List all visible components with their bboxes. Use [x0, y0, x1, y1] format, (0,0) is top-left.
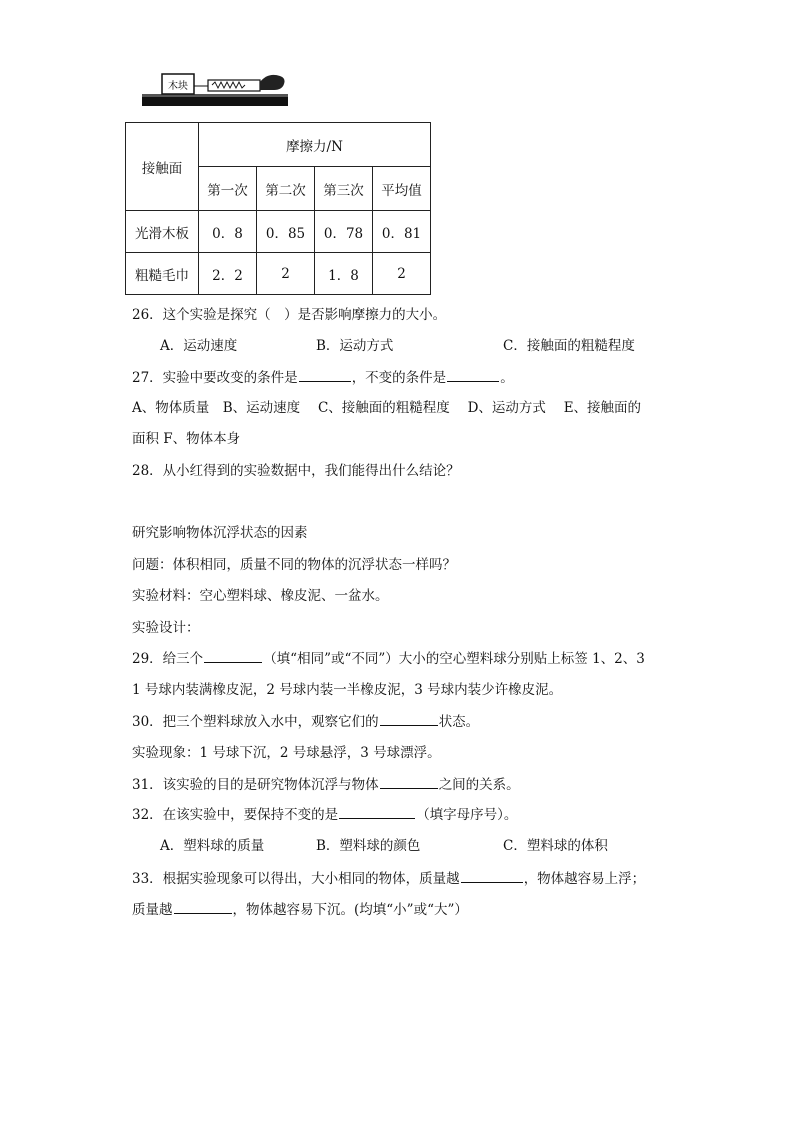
- section-materials: 实验材料：空心塑料球、橡皮泥、一盆水。: [132, 588, 389, 604]
- value-cell: 2．2: [199, 253, 257, 295]
- q29-text-a: 29．给三个: [132, 651, 204, 667]
- value-cell: 1．8: [315, 253, 373, 295]
- section-question: 问题：体积相同，质量不同的物体的沉浮状态一样吗？: [132, 557, 456, 573]
- answer-blank[interactable]: [447, 368, 499, 382]
- table-row: [126, 253, 431, 295]
- header-friction: 摩擦力/N: [199, 123, 431, 167]
- section-title: 研究影响物体沉浮状态的因素: [132, 525, 308, 541]
- question-33: [132, 869, 645, 889]
- col-header: 第一次: [199, 167, 257, 211]
- header-surface: 接触面: [126, 123, 199, 211]
- q26-option-b: B．运动方式: [316, 338, 394, 354]
- q33-text-a: 33．根据实验现象可以得出，大小相同的物体，质量越: [132, 871, 460, 887]
- q30-text-b: 状态。: [438, 714, 480, 730]
- value-cell: 0．8: [199, 211, 257, 253]
- value-cell: 0．78: [315, 211, 373, 253]
- q27-text-a: 27．实验中要改变的条件是: [132, 370, 298, 386]
- q31-text-a: 31．该实验的目的是研究物体沉浮与物体: [132, 777, 379, 793]
- value-cell: 0．85: [257, 211, 315, 253]
- q33-text-c: 质量越: [132, 902, 173, 918]
- q32-option-a: A．塑料球的质量: [160, 838, 265, 854]
- value-cell: 2: [257, 253, 315, 295]
- wood-block-label: 木块: [168, 81, 188, 92]
- question-29: [132, 649, 645, 669]
- question-26: 26．这个实验是探究（ ）是否影响摩擦力的大小。: [132, 307, 447, 323]
- board: [142, 96, 288, 106]
- answer-blank[interactable]: [339, 805, 415, 819]
- experiment-figure: [140, 68, 290, 110]
- q32-option-c: C．塑料球的体积: [503, 838, 608, 854]
- q27-text-c: 。: [500, 370, 514, 386]
- experiment-phenomenon: 实验现象：1 号球下沉，2 号球悬浮，3 号球漂浮。: [132, 745, 441, 761]
- q27-text-b: ，不变的条件是: [351, 370, 447, 386]
- q27-options-line2: 面积 F、物体本身: [132, 431, 241, 447]
- q32-option-b: B．塑料球的颜色: [316, 838, 421, 854]
- col-header: 第二次: [257, 167, 315, 211]
- q29-line2: 1 号球内装满橡皮泥，2 号球内装一半橡皮泥，3 号球内装少许橡皮泥。: [132, 682, 563, 698]
- question-31: [132, 775, 520, 795]
- q32-text-a: 32．在该实验中，要保持不变的是: [132, 807, 339, 823]
- col-header: 第三次: [315, 167, 373, 211]
- value-cell: 0．81: [373, 211, 431, 253]
- answer-blank[interactable]: [380, 712, 438, 726]
- question-32: [132, 805, 517, 825]
- answer-blank[interactable]: [204, 649, 262, 663]
- q33-text-d: ，物体越容易下沉。(均填“小”或“大”）: [232, 902, 468, 918]
- question-27: [132, 368, 514, 388]
- q26-option-a: A．运动速度: [160, 338, 238, 354]
- table-row: [126, 211, 431, 253]
- answer-blank[interactable]: [380, 775, 438, 789]
- answer-blank[interactable]: [174, 900, 232, 914]
- friction-table: [125, 122, 431, 295]
- section-design: 实验设计：: [132, 620, 200, 636]
- answer-blank[interactable]: [461, 869, 523, 883]
- value-cell: 2: [373, 253, 431, 295]
- q26-option-c: C．接触面的粗糙程度: [503, 338, 635, 354]
- q33-text-b: ，物体越容易上浮；: [523, 871, 646, 887]
- answer-blank[interactable]: [299, 368, 351, 382]
- question-28: 28．从小红得到的实验数据中，我们能得出什么结论？: [132, 463, 460, 479]
- q29-text-b: （填“相同”或“不同”）大小的空心塑料球分别贴上标签 1、2、3: [263, 651, 645, 667]
- q30-text-a: 30．把三个塑料球放入水中，观察它们的: [132, 714, 379, 730]
- surface-cell: 光滑木板: [126, 211, 199, 253]
- question-33-cont: [132, 900, 468, 920]
- q32-text-b: （填字母序号）。: [416, 807, 518, 823]
- q27-options-line1: A、物体质量 B、运动速度 C、接触面的粗糙程度 D、运动方式 E、接触面的: [132, 400, 642, 416]
- hand-icon: [260, 75, 285, 90]
- col-header: 平均值: [373, 167, 431, 211]
- surface-cell: 粗糙毛巾: [126, 253, 199, 295]
- q31-text-b: 之间的关系。: [438, 777, 520, 793]
- spring-scale: [208, 80, 260, 91]
- question-30: [132, 712, 479, 732]
